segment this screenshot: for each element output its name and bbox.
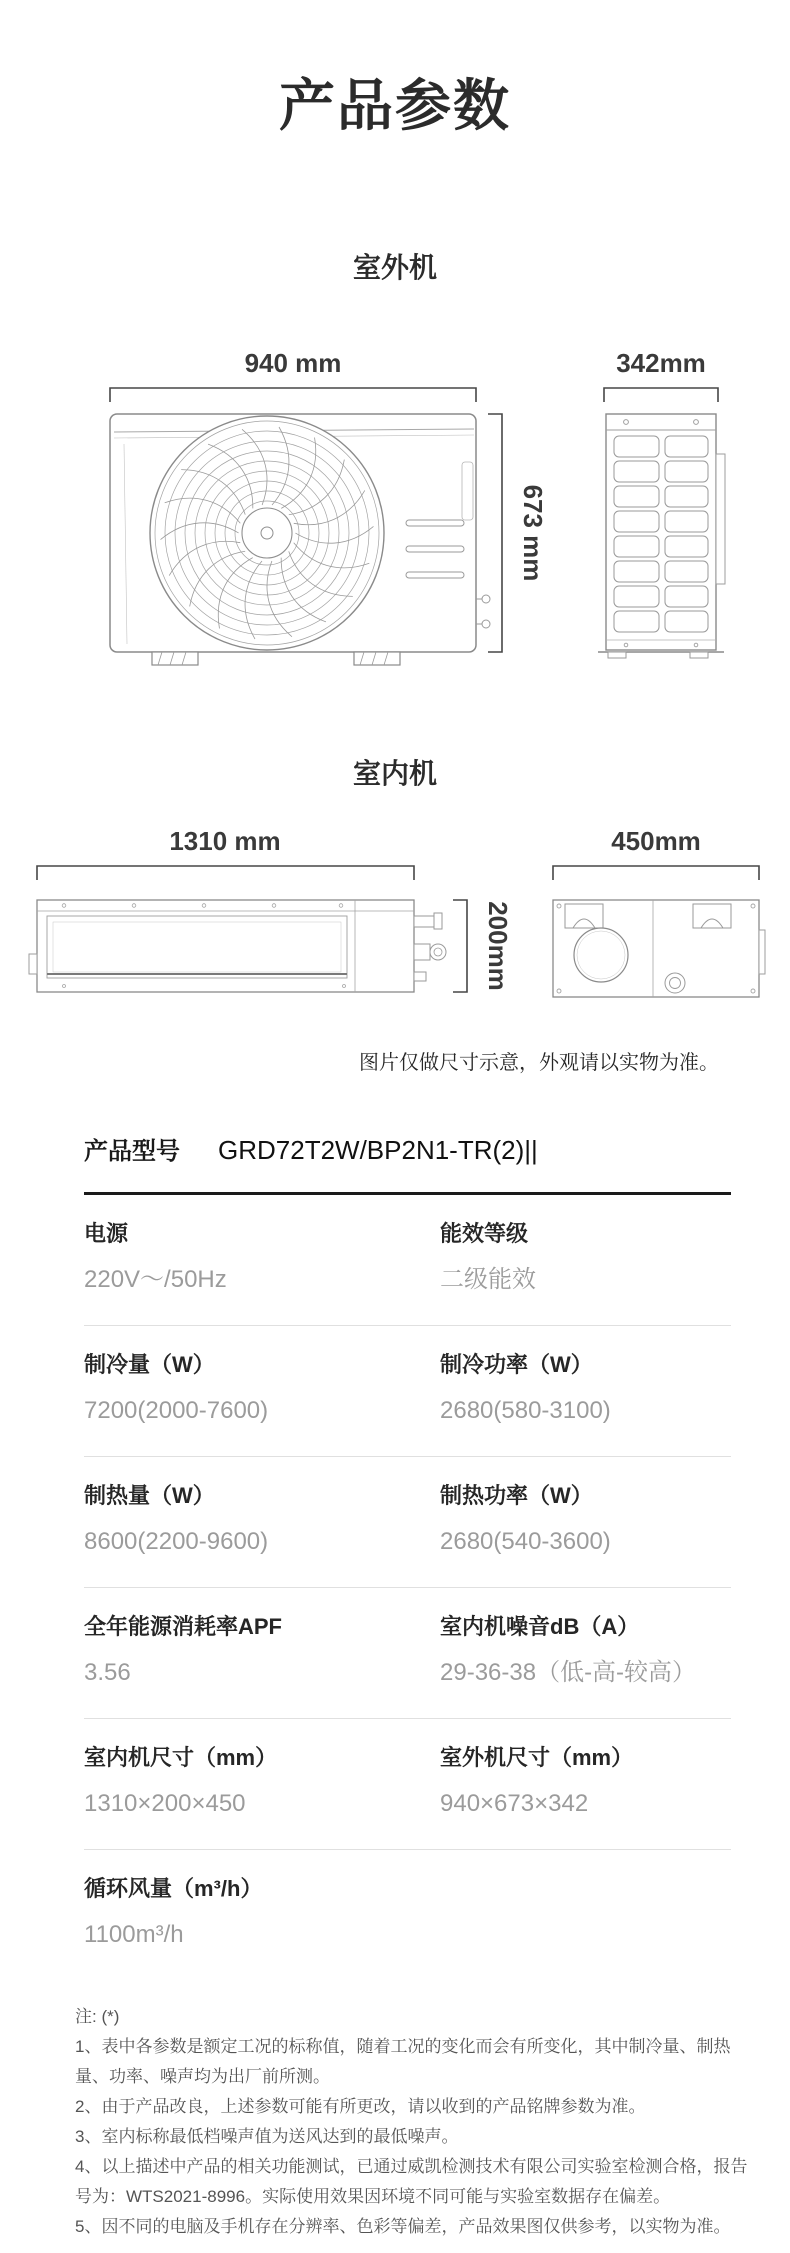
spec-value: 7200(2000-7600) bbox=[84, 1397, 269, 1424]
spec-label: 制冷量（W） bbox=[84, 1352, 215, 1377]
spec-value: 2680(580-3100) bbox=[440, 1397, 611, 1424]
outdoor-depth-dimension-bracket bbox=[604, 388, 718, 402]
indoor-side-diagram bbox=[541, 812, 771, 1042]
spec-cell bbox=[440, 1614, 731, 1688]
indoor-depth-dimension-bracket bbox=[553, 866, 759, 880]
spec-cell bbox=[84, 1745, 440, 1819]
indoor-height-dimension-label: 200mm bbox=[483, 901, 513, 991]
outdoor-valves bbox=[476, 595, 490, 628]
spec-label: 循环风量（m³/h） bbox=[84, 1876, 263, 1901]
spec-cell bbox=[440, 1745, 731, 1819]
spec-label: 室外机尺寸（mm） bbox=[440, 1745, 634, 1770]
page-title: 产品参数 bbox=[279, 74, 511, 137]
outdoor-front-diagram bbox=[54, 334, 550, 674]
spec-cell bbox=[440, 1352, 731, 1426]
spec-label: 制冷功率（W） bbox=[440, 1352, 593, 1377]
spec-row-heating bbox=[84, 1457, 731, 1588]
indoor-pipe-connections bbox=[414, 913, 446, 981]
outdoor-height-dimension-bracket bbox=[488, 414, 502, 652]
outdoor-side-base bbox=[598, 652, 724, 658]
spec-label: 制热功率（W） bbox=[440, 1483, 593, 1508]
spec-value: 2680(540-3600) bbox=[440, 1528, 611, 1555]
spec-value: 220V～/50Hz bbox=[84, 1266, 227, 1293]
indoor-diagrams bbox=[0, 812, 790, 1042]
spec-cell bbox=[84, 1483, 440, 1557]
product-model-row bbox=[84, 1117, 731, 1195]
indoor-front-body bbox=[29, 900, 414, 992]
spec-label: 室内机尺寸（mm） bbox=[84, 1745, 278, 1770]
spec-value: 3.56 bbox=[84, 1659, 131, 1686]
indoor-height-dimension-bracket bbox=[453, 900, 467, 992]
outdoor-width-dimension-bracket bbox=[110, 388, 476, 402]
outdoor-section-heading: 室外机 bbox=[352, 252, 437, 283]
spec-cell bbox=[84, 1352, 440, 1426]
footnote-header: 注: (*) bbox=[75, 2007, 120, 2026]
spec-cell bbox=[440, 1876, 731, 1950]
spec-table bbox=[84, 1117, 731, 1980]
spec-label: 能效等级 bbox=[440, 1221, 529, 1246]
spec-row-apf-noise bbox=[84, 1588, 731, 1719]
spec-row-cooling bbox=[84, 1326, 731, 1457]
footnote-item: 5、因不同的电脑及手机存在分辨率、色彩等偏差，产品效果图仅供参考，以实物为准。 bbox=[75, 2217, 731, 2236]
footnote-item: 4、以上描述中产品的相关功能测试，已通过威凯检测技术有限公司实验室检测合格，报告号为：WTS2021-8996。实际使用效果因环境不同可能与实验室数据存在偏差。 bbox=[75, 2157, 748, 2206]
size-disclaimer-note: 图片仅做尺寸示意，外观请以实物为准。 bbox=[359, 1052, 719, 1074]
spec-value: 940×673×342 bbox=[440, 1790, 589, 1817]
footnote-item: 1、表中各参数是额定工况的标称值，随着工况的变化而会有所变化，其中制冷量、制热量、功率、噪声均为出厂前所测。 bbox=[75, 2037, 731, 2086]
spec-value: 29-36-38（低-高-较高） bbox=[440, 1659, 697, 1686]
spec-cell bbox=[440, 1483, 731, 1557]
spec-value: 二级能效 bbox=[440, 1266, 536, 1293]
spec-row-airflow bbox=[84, 1850, 731, 1980]
footnote-item: 2、由于产品改良，上述参数可能有所更改，请以收到的产品铭牌参数为准。 bbox=[75, 2097, 646, 2116]
spec-row-power bbox=[84, 1195, 731, 1326]
outdoor-width-dimension-label: 940 mm bbox=[244, 348, 342, 378]
spec-value: 1310×200×450 bbox=[84, 1790, 246, 1817]
spec-label: 室内机噪音dB（A） bbox=[440, 1614, 640, 1639]
outdoor-depth-dimension-label: 342mm bbox=[616, 348, 706, 378]
spec-cell bbox=[84, 1876, 440, 1950]
product-model-label: 产品型号 bbox=[84, 1138, 180, 1165]
indoor-width-dimension-bracket bbox=[37, 866, 414, 880]
spec-cell bbox=[440, 1221, 731, 1295]
indoor-depth-dimension-label: 450mm bbox=[611, 826, 701, 856]
product-model-value: GRD72T2W/BP2N1-TR(2)|| bbox=[218, 1135, 538, 1165]
indoor-section-heading: 室内机 bbox=[352, 758, 437, 789]
footnote-item: 3、室内标称最低档噪声值为送风达到的最低噪声。 bbox=[75, 2127, 459, 2146]
indoor-front-diagram bbox=[19, 812, 515, 1042]
indoor-side-body bbox=[553, 900, 765, 997]
footnotes bbox=[75, 2002, 757, 2242]
fan-grille bbox=[150, 416, 384, 650]
outdoor-feet bbox=[152, 652, 400, 665]
spec-cell bbox=[84, 1221, 440, 1295]
spec-cell bbox=[84, 1614, 440, 1688]
outdoor-height-dimension-label: 673 mm bbox=[518, 484, 548, 582]
spec-row-dimensions bbox=[84, 1719, 731, 1850]
spec-label: 电源 bbox=[84, 1221, 129, 1246]
spec-value: 8600(2200-9600) bbox=[84, 1528, 269, 1555]
outdoor-diagrams bbox=[0, 334, 790, 674]
indoor-width-dimension-label: 1310 mm bbox=[169, 826, 281, 856]
spec-value: 1100m³/h bbox=[84, 1921, 184, 1948]
outdoor-side-diagram bbox=[586, 334, 736, 674]
spec-label: 全年能源消耗率APF bbox=[84, 1614, 283, 1639]
spec-label: 制热量（W） bbox=[84, 1483, 215, 1508]
